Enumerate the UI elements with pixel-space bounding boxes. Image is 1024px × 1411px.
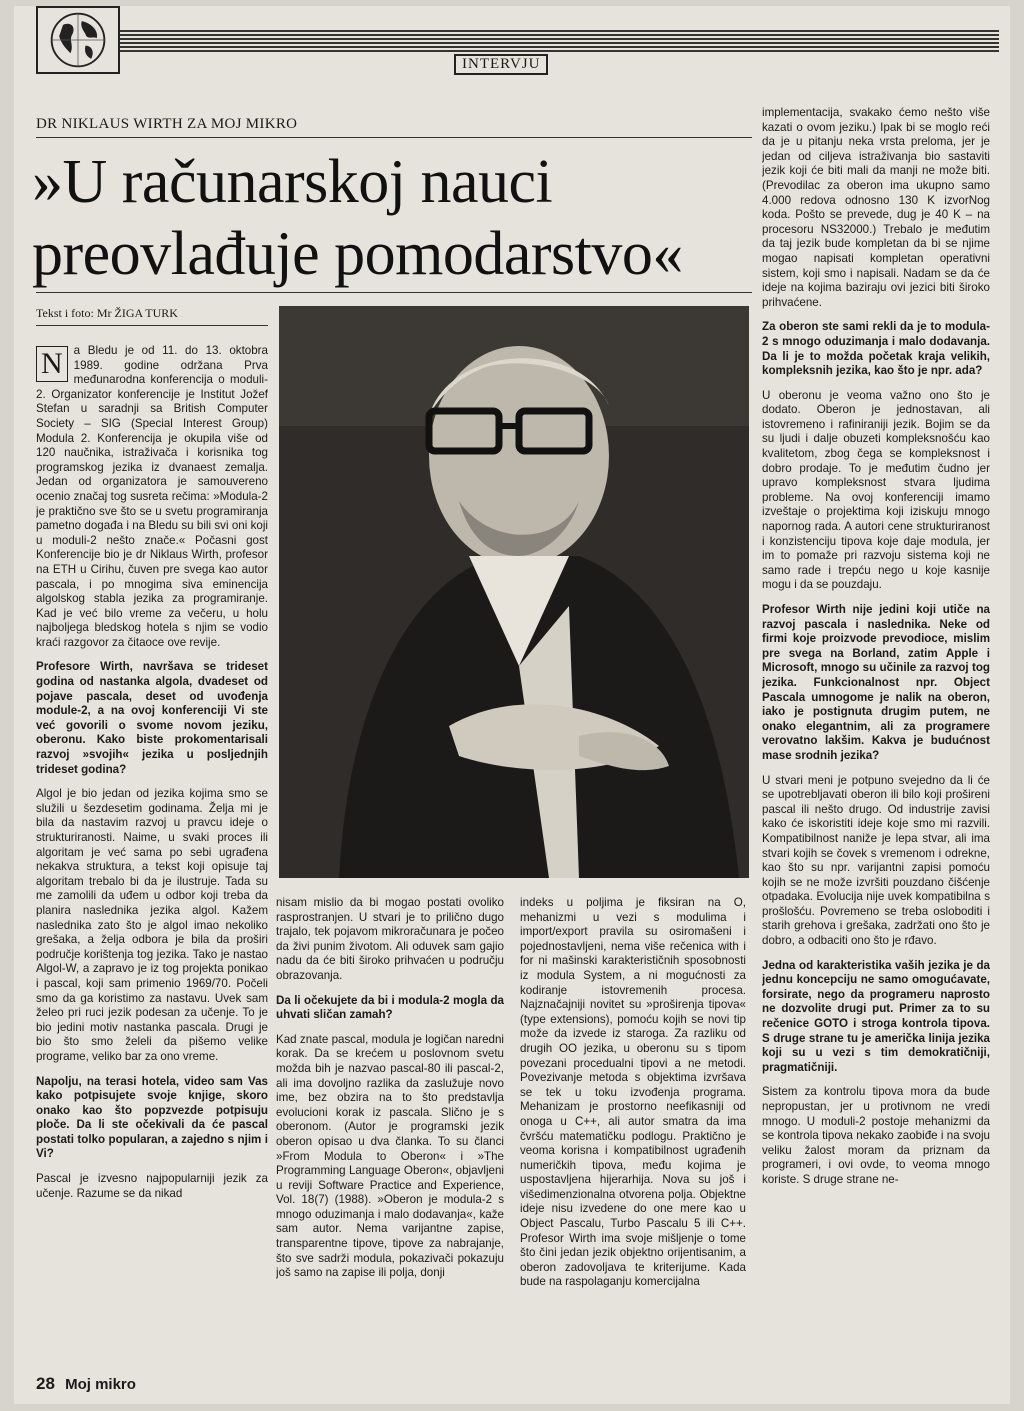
headline-rule — [36, 292, 752, 293]
text-column-4 — [762, 106, 990, 1366]
question-paragraph: Jedna od karakteristika vaših jezika je da jednu koncepciju ne samo omogućavate, forsirate, nego da programeru naprosto ne dozvolite drugi put. Primer za to su rečenice GOTO i stroga kontrola tipova. S druge strane tu je američka linija jezika koji su u vezi s tim demokratičniji, pragmatičniji. — [762, 958, 990, 1074]
headline-line-1: »U računarskoj nauci — [32, 148, 553, 216]
answer-paragraph: indeks u poljima je fiksiran na O, mehanizmi u vezi s modulima i import/export pravila su osiromašeni i pojednostavljeni, nema više rečenica with i for ni mašinski karakterističnih sposobnosti iz modula System, a ni mogućnosti za kodiranje istovremenih procesa. Najznačajniji novitet su »proširenja tipova« (type extensions), pomoću kojih se novi tip može da izvede iz staroga. Za razliku od drugih OO jezika, u oberonu su s tipom povezani procedualni tipovi a ne metodi. Povezivanje metoda s objektima izvršava se tek u toku izvođenja programa. Mehanizam je prostorno neefikasniji od onoga u C++, ali autor smatra da ima čvršću matematičku podlogu. Praktično je veoma korisna i kompatibilnost ugrađenih numeričkih tipova, među kojima je uspostavljena hijerarhija. Nova su još i višedimenzionalna otvorena polja. Objektne ideje nisu izvedene do one mere kao u Object Pascalu, Turbo Pascalu 5 ili C++. Profesor Wirth ima svoje mišljenje o tome što čini jedan jezik objektno orijentisanim, a oberon zadovoljava te kriterijume. Kada bude na raspolaganju komercijalna — [520, 896, 746, 1289]
header-stripe-bar — [94, 30, 999, 52]
headline-line-2: preovlađuje pomodarstvo« — [32, 220, 683, 288]
question-paragraph: Profesor Wirth nije jedini koji utiče na razvoj pascala i naslednika. Neke od firmi koje proizvode prevodioce, mislim pre svega na Borland, zatim Apple i Microsoft, mnogo su učinile za razvoj tog jezika. Funkcionalnost npr. Object Pascala umnogome je nalik na oberon, iako je postignuta drugim putem, ne onako elegantnim, ali za programere verovatno lakšim. Kakva je budućnost mase srodnih jezika? — [762, 603, 990, 762]
answer-paragraph: Pascal je izvesno najpopularniji jezik za učenje. Razume se da nikad — [36, 1172, 268, 1200]
answer-paragraph: nisam mislio da bi mogao postati ovoliko rasprostranjen. U stvari je to prilično dugo trajalo, tek pojavom mikroračunara je počeo da živi punim životom. Ali oduvek sam gajio nadu da će biti široko prihvaćen u području obrazovanja. — [276, 896, 504, 982]
globe-icon — [36, 6, 120, 74]
portrait-photo — [279, 306, 749, 878]
intro-paragraph: N a Bledu je od 11. do 13. oktobra 1989. godine održana Prva međunarodna konferencija o moduli-2. Organizator konferencije je Institut Jožef Stefan u saradnji sa British Computer Society – SIG (Special Interest Group) Modula 2. Konferencija je okupila više od 120 naučnika, istraživača i korisnika tog programskog jezika iz dvanaest zemalja. Jedan od organizatora je samouvereno ocenio značaj tog susreta rečima: »Modula-2 je praktično sve što se u svetu programiranja pametno događa i na Bledu su bili svi oni koji u moduli-2 nešto znače.« Počasni gost Konferencije bio je dr Niklaus Wirth, profesor na ETH u Cirihu, čuven pre svega kao autor pascala, i po mnogima siva eminencija algolskog stabla jezika za programiranje. Kad je već bilo vreme za večeru, u holu najboljega bledskog hotela s njim se vodio kraći razgovor za čitaoce ove revije. — [36, 344, 268, 649]
magazine-page — [14, 6, 1010, 1404]
page-footer — [36, 1374, 136, 1394]
magazine-name: Moj mikro — [65, 1376, 136, 1393]
question-paragraph: Profesore Wirth, navršava se trideset godina od nastanka algola, dvadeset od pojave pascala, deset od uvođenja module-2, a na ovoj konferenciji Vi ste već govorili o svome novom jeziku, oberonu. Kako biste prokomentarisali razvoj »svojih« jezika u posljednjih trideset godina? — [36, 660, 268, 776]
answer-paragraph: U oberonu je veoma važno ono što je dodato. Oberon je jednostavan, ali istovremeno i rafinirаniji jezik. Bojim se da su ljudi i dalje obuzeti kompleksnošću kao kvalitetom, zbog čega se kompleksnost i dobro prodaje. To je međutim čudno jer upravo kompleksnost stvara ljudima probleme. Na ovoj konferenciji imamo izveštaje o projektima koji iziskuju mnogo napornog rada. A autori cene strukturiranost i konzistenciju tipova koje daje modula, jer im to pomaže pri razvoju sistema koji ne samo rade i trepću nego u koje kasnije mogu i da se pouzdaju. — [762, 388, 990, 592]
article-kicker: DR NIKLAUS WIRTH ZA MOJ MIKRO — [36, 116, 752, 138]
answer-paragraph: Sistem za kontrolu tipova mora da bude nepropustan, jer u protivnom ne vredi mnogo. U moduli-2 postoje mehanizmi da se kontrola tipova nekako zaobiđe i na svoju veliku žalost moram da priznam da programeri, i ovi ovde, to veoma mnogo koriste. S druge strane ne- — [762, 1085, 990, 1186]
photo-credit: Tekst i foto: Mr ŽIGA TURK — [36, 306, 268, 326]
article-headline — [32, 146, 762, 290]
text-column-3 — [520, 896, 746, 1396]
question-paragraph: Za oberon ste sami rekli da je to modula-2 s mnogo oduzimanja i malo dodavanja. Da li je to možda početak kraja velikih, kompleksnih jezika, kao što je npr. ada? — [762, 320, 990, 378]
question-paragraph: Da li očekujete da bi i modula-2 mogla da uhvati sličan zamah? — [276, 993, 504, 1022]
answer-paragraph: Kad znate pascal, modula je logičan naredni korak. Da se krećem u poslovnom svetu možda bih je nazvao pascal-80 ili pascal-2, ali ima dovoljno razlika da zaslužuje novo ime, bez obzira na to što predstavlja evolucioni korak iz pascala. Slično je s oberonom. (Autor je programski jezik oberon opisao u dva članka. To su članci »From Modula to Oberon« i »The Programming Language Oberon«, objavljeni u reviji Software Practice and Experience, Vol. 18(7) (1988). »Oberon je modula-2 s mnogo oduzimanja i malo dodavanja«, kaže sam autor. Nema varijantne zapise, transparentne tipove, tipove za nabrajanje, što sve sadrži modula, pokazivači pokazuju još samo na zapise ili polja, donji — [276, 1032, 504, 1280]
text-column-2 — [276, 896, 504, 1396]
page-number: 28 — [36, 1374, 55, 1393]
question-paragraph: Napolju, na terasi hotela, video sam Vas kako potpisujete svoje knjige, skoro onako kao što popzvezde potpisuju ploče. Da li ste očekivali da će pascal postati tolko popularan, a zajedno s njim i Vi? — [36, 1074, 268, 1161]
answer-paragraph: U stvari meni je potpuno svejedno da li će se upotrebljavati oberon ili bilo koji prošireni pascal ili nešto drugo. Od industrije zavisi kako će iskoristiti ideje koje smo mi razvili. Kompatibilnost naniže je lepa stvar, ali ima stvari kojih se čovek s vremenom i odrekne, kao što su npr. varijantni zapisi pomoću kojih se ne može izvršiti pouzdano čišćenje otpadaka. Evolucija nije uvek kompatibilna s prošlošću. Povremeno se treba osloboditi i starih grehova i grešaka, zadržati ono što je dobro, a odbaciti ono što je rđavo. — [762, 773, 990, 948]
drop-cap: N — [36, 346, 68, 382]
section-label: INTERVJU — [454, 54, 548, 75]
answer-paragraph: Algol je bio jedan od jezika kojima smo se služili u šezdesetim godinama. Želja mi je bila da nastavim razvoj u pravcu ideje o strukturiranosti. Naime, u svaki proces ili algoritam je već sama po sebi ugrađena nekakva struktura, a tekst koji opisuje taj algoritam trebalo bi da je ilustruje. Tada su me zamolili da uđem u odbor koji treba da planira naslednika jezika algol. Kažem naslednika zato što je algol imao nekoliko grešaka, a želja odbora je bila da proširi područje korištenja tog jezika. Tako je nastao Algol-W, a zapravo je iz tog projekta ponikao i pascal, koji sam primenio 1969/70. Počeli smo da ga koristimo za nastavu. Uvek sam želeo pri ruci jezik podesan za učenje. To je bio jedini motiv nastanka pascala. Drugi je bio što smo želeli da pišemo velike programe, veliko bar za ono vreme. — [36, 787, 268, 1063]
answer-paragraph: implementacija, svakako ćemo nešto više kazati o ovom jeziku.) Ipak bi se moglo reći da je u pitanju neka vrsta preloma, jer je jedan od ciljeva istraživanja bio sastaviti jezik koji će biti mali da manji ne može biti. (Prevodilac za oberon ima ukupno samo 4.000 redova odnosno 130 K izvorNog koda. Pošto se prevede, dug je 40 K – na procesoru NS32000.) Trebalo je međutim da taj jezik bude kompletan da bi se njime mogao napisati kompletan operativni sistem, koji smo i napisali. Nadam se da će ideje na kojima baziraju ovi jezici biti široko prihvaćene. — [762, 106, 990, 309]
text-column-1 — [36, 344, 268, 1296]
